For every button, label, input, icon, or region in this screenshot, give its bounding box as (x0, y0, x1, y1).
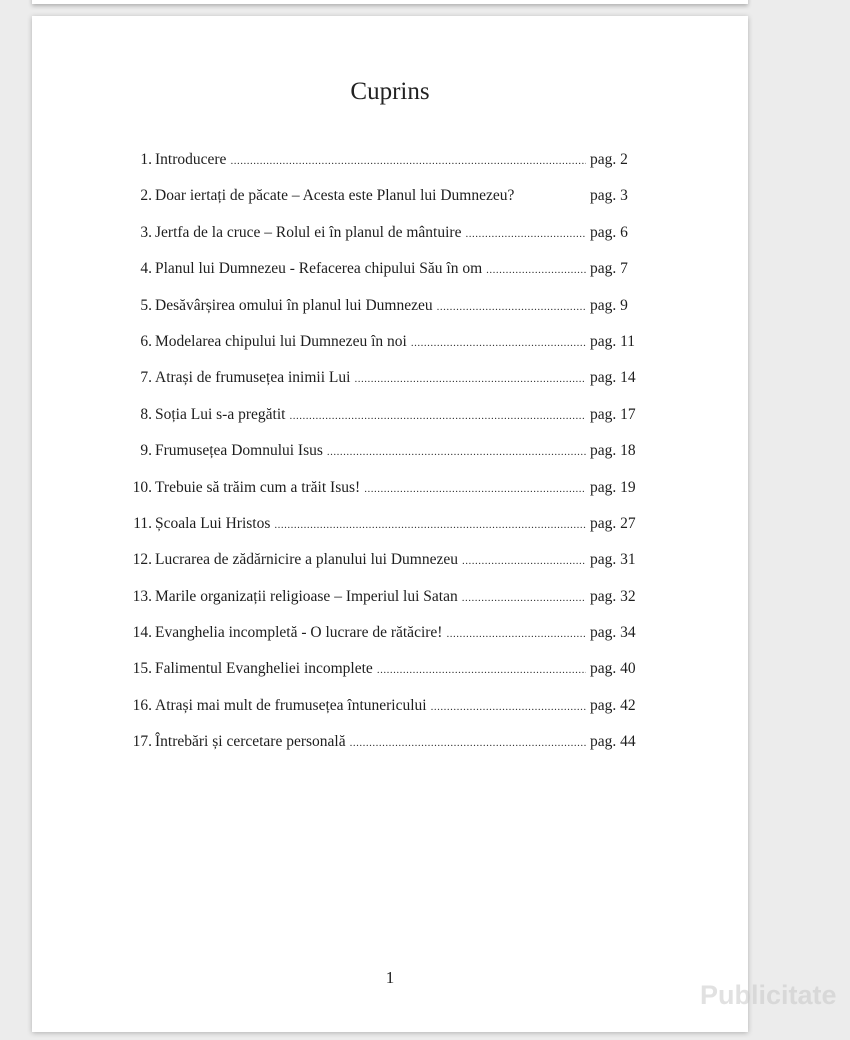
toc-entry-page: pag. 42 (590, 696, 636, 714)
toc-dot-leader (486, 264, 586, 276)
toc-dot-leader (289, 410, 586, 422)
toc-entry[interactable] (122, 151, 642, 187)
document-page (32, 16, 748, 1032)
toc-entry-page: pag. 3 (590, 187, 628, 205)
toc-entry-title: Întrebări și cercetare personală (155, 733, 346, 751)
toc-entry-number: 6. (140, 332, 152, 350)
toc-entry-title: Evanghelia incompletă - O lucrare de rătăcire! (155, 624, 443, 642)
toc-dot-leader (462, 592, 586, 604)
toc-entry-title: Planul lui Dumnezeu - Refacerea chipului Său în om (155, 260, 483, 278)
toc-entry-title: Atrași mai mult de frumusețea întunericului (155, 696, 427, 714)
toc-entry-title: Lucrarea de zădărnicire a planului lui Dumnezeu (155, 551, 458, 569)
toc-entry[interactable] (122, 624, 642, 660)
toc-entry-title: Trebuie să trăim cum a trăit Isus! (155, 478, 361, 496)
toc-entry[interactable] (122, 479, 642, 515)
table-of-contents (122, 151, 642, 770)
toc-entry-page: pag. 6 (590, 223, 628, 241)
toc-entry-number: 4. (140, 260, 152, 278)
watermark-text: Publicitate (700, 980, 837, 1010)
toc-dot-leader (377, 664, 586, 676)
toc-entry-number: 14. (132, 624, 152, 642)
toc-entry-page: pag. 7 (590, 260, 628, 278)
toc-entry-number: 7. (140, 369, 152, 387)
toc-entry-title: Frumusețea Domnului Isus (155, 442, 323, 460)
toc-entry-number: 12. (132, 551, 152, 569)
toc-entry-number: 1. (140, 151, 152, 168)
toc-entry-page: pag. 19 (590, 478, 636, 496)
toc-entry-number: 13. (132, 587, 152, 605)
toc-dot-leader (230, 155, 586, 167)
toc-entry-page: pag. 17 (590, 405, 636, 423)
page-title: Cuprins (350, 78, 430, 105)
toc-entry-title: Marile organizații religioase – Imperiul lui Satan (155, 587, 458, 605)
toc-dot-leader (350, 737, 586, 749)
toc-entry-number: 16. (132, 696, 152, 714)
toc-entry-number: 17. (132, 733, 152, 751)
toc-dot-leader (364, 483, 586, 495)
previous-page-edge (32, 0, 748, 4)
toc-dot-leader (327, 446, 586, 458)
toc-entry-title: Introducere (155, 151, 227, 168)
toc-dot-leader (411, 337, 586, 349)
toc-entry-page: pag. 32 (590, 587, 636, 605)
toc-entry[interactable] (122, 224, 642, 260)
toc-entry[interactable] (122, 333, 642, 369)
toc-entry[interactable] (122, 551, 642, 587)
toc-entry-page: pag. 40 (590, 660, 636, 678)
toc-dot-leader (446, 628, 586, 640)
toc-entry-title: Falimentul Evangheliei incomplete (155, 660, 373, 678)
toc-entry-number: 5. (140, 296, 152, 314)
toc-dot-leader (354, 373, 586, 385)
toc-entry-number: 9. (140, 442, 152, 460)
toc-entry-number: 3. (140, 223, 152, 241)
toc-entry[interactable] (122, 660, 642, 696)
toc-entry-title: Atrași de frumusețea inimii Lui (155, 369, 351, 387)
toc-entry-page: pag. 11 (590, 332, 636, 350)
toc-entry[interactable] (122, 515, 642, 551)
toc-entry-page: pag. 44 (590, 733, 636, 751)
toc-entry-number: 8. (140, 405, 152, 423)
toc-entry-title: Desăvârșirea omului în planul lui Dumnezeu (155, 296, 433, 314)
toc-entry-number: 15. (132, 660, 152, 678)
toc-entry-number: 11. (133, 514, 152, 532)
toc-dot-leader (431, 701, 586, 713)
toc-entry-number: 10. (132, 478, 152, 496)
toc-entry-page: pag. 27 (590, 514, 636, 532)
toc-entry-page: pag. 2 (590, 151, 628, 168)
toc-entry-title: Soția Lui s-a pregătit (155, 405, 286, 423)
toc-entry-page: pag. 34 (590, 624, 636, 642)
toc-entry-page: pag. 31 (590, 551, 636, 569)
toc-dot-leader (465, 228, 586, 240)
toc-entry-title: Jertfa de la cruce – Rolul ei în planul de mântuire (155, 223, 462, 241)
toc-entry[interactable] (122, 297, 642, 333)
toc-entry[interactable] (122, 369, 642, 405)
toc-entry-page: pag. 18 (590, 442, 636, 460)
toc-entry-page: pag. 14 (590, 369, 636, 387)
toc-entry-title: Școala Lui Hristos (155, 514, 271, 532)
toc-entry-page: pag. 9 (590, 296, 628, 314)
toc-entry[interactable] (122, 588, 642, 624)
toc-entry[interactable] (122, 697, 642, 733)
toc-entry[interactable] (122, 406, 642, 442)
toc-entry-number: 2. (140, 187, 152, 205)
toc-entry-title: Modelarea chipului lui Dumnezeu în noi (155, 332, 407, 350)
toc-entry-title: Doar iertați de păcate – Acesta este Planul lui Dumnezeu? (155, 187, 515, 205)
page-number: 1 (385, 968, 395, 987)
toc-dot-leader (274, 519, 586, 531)
toc-entry[interactable] (122, 260, 642, 296)
toc-entry[interactable] (122, 733, 642, 769)
toc-dot-leader (437, 301, 586, 313)
toc-dot-leader (462, 555, 586, 567)
toc-entry[interactable] (122, 442, 642, 478)
toc-entry[interactable] (122, 187, 642, 223)
